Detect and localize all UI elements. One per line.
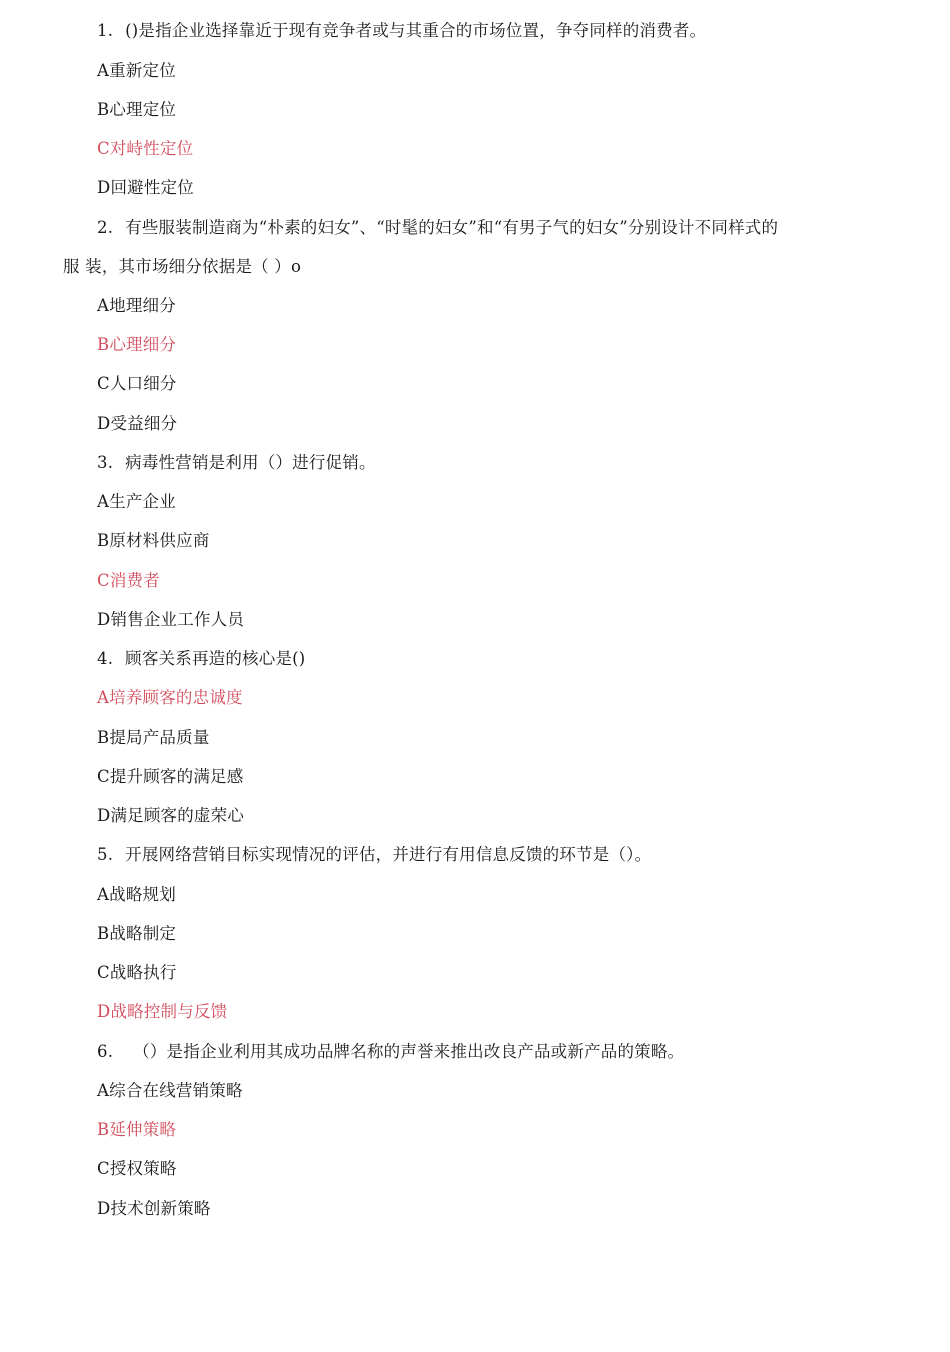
option-letter: D	[97, 1199, 111, 1218]
option-letter: C	[97, 571, 110, 590]
option-letter: A	[97, 492, 110, 511]
option-letter: C	[97, 963, 110, 982]
question-6	[97, 1041, 684, 1063]
option-letter: B	[97, 1120, 110, 1139]
option-5a	[97, 884, 176, 906]
option-letter: B	[97, 924, 110, 943]
question-number: 6.	[97, 1042, 114, 1061]
option-text: 地理细分	[109, 296, 176, 315]
option-1a	[97, 60, 176, 82]
option-4c	[97, 766, 243, 788]
option-5b	[97, 923, 176, 945]
option-text: 提升顾客的满足感	[109, 767, 244, 786]
option-3d	[97, 609, 244, 631]
option-2c	[97, 373, 177, 395]
question-text: 开展网络营销目标实现情况的评估，并进行有用信息反馈的环节是（）。	[125, 845, 652, 864]
option-letter: D	[97, 414, 111, 433]
option-letter: B	[97, 728, 110, 747]
question-number: 3.	[97, 453, 114, 472]
option-letter: C	[97, 374, 110, 393]
question-text: 有些服装制造商为“朴素的妇女”、“时髦的妇女”和“有男子气的妇女”分别设计不同样式的	[125, 218, 779, 237]
option-4a-correct	[97, 687, 243, 709]
option-text: 满足顾客的虚荣心	[110, 806, 245, 825]
option-6d	[97, 1198, 211, 1220]
option-letter: C	[97, 767, 110, 786]
question-number: 5.	[97, 845, 114, 864]
option-letter: B	[97, 100, 110, 119]
option-letter: A	[97, 296, 110, 315]
option-text: 生产企业	[109, 492, 176, 511]
option-text: 重新定位	[109, 61, 176, 80]
option-2b-correct	[97, 334, 176, 356]
question-text: （）是指企业利用其成功品牌名称的声誉来推出改良产品或新产品的策略。	[133, 1042, 685, 1061]
option-6a	[97, 1080, 243, 1102]
option-text: 提局产品质量	[109, 728, 210, 747]
option-letter: C	[97, 1159, 110, 1178]
option-1d	[97, 177, 194, 199]
option-text: 技术创新策略	[110, 1199, 211, 1218]
option-4d	[97, 805, 244, 827]
option-text: 消费者	[109, 571, 160, 590]
option-text: 战略执行	[109, 963, 177, 982]
option-3b	[97, 530, 210, 552]
question-text: 顾客关系再造的核心是()	[125, 649, 306, 668]
question-1	[97, 20, 706, 42]
option-4b	[97, 727, 210, 749]
option-text: 授权策略	[109, 1159, 177, 1178]
option-text: 原材料供应商	[109, 531, 210, 550]
option-2d	[97, 413, 177, 435]
option-5c	[97, 962, 177, 984]
question-2-continuation: 服 装，其市场细分依据是（ ）o	[63, 257, 302, 276]
option-text: 战略制定	[109, 924, 177, 943]
question-5	[97, 844, 651, 866]
option-letter: D	[97, 806, 111, 825]
question-text: 病毒性营销是利用（）进行促销。	[125, 453, 376, 472]
question-number: 2.	[97, 218, 114, 237]
option-text: 综合在线营销策略	[109, 1081, 243, 1100]
option-letter: B	[97, 531, 110, 550]
option-text: 人口细分	[109, 374, 177, 393]
option-text: 战略控制与反馈	[110, 1002, 228, 1021]
option-letter: A	[97, 1081, 110, 1100]
option-text: 销售企业工作人员	[110, 610, 245, 629]
option-1c-correct	[97, 138, 193, 160]
option-text: 对峙性定位	[109, 139, 194, 158]
option-letter: C	[97, 139, 110, 158]
option-letter: D	[97, 178, 111, 197]
option-letter: D	[97, 610, 111, 629]
option-1b	[97, 99, 176, 121]
option-text: 受益细分	[110, 414, 178, 433]
option-letter: A	[97, 61, 110, 80]
option-6c	[97, 1158, 177, 1180]
option-text: 延伸策略	[109, 1120, 177, 1139]
question-2	[97, 217, 778, 239]
question-4	[97, 648, 305, 670]
question-text: ()是指企业选择靠近于现有竞争者或与其重合的市场位置，争夺同样的消费者。	[125, 21, 707, 40]
option-text: 战略规划	[109, 885, 176, 904]
option-letter: A	[97, 688, 110, 707]
option-letter: A	[97, 885, 110, 904]
option-letter: D	[97, 1002, 111, 1021]
question-number: 1.	[97, 21, 114, 40]
question-3	[97, 452, 376, 474]
option-text: 心理细分	[109, 335, 177, 354]
option-3a	[97, 491, 176, 513]
option-text: 回避性定位	[110, 178, 194, 197]
option-text: 培养顾客的忠诚度	[109, 688, 243, 707]
option-3c-correct	[97, 570, 160, 592]
option-5d-correct	[97, 1001, 227, 1023]
question-number: 4.	[97, 649, 114, 668]
option-2a	[97, 295, 176, 317]
option-6b-correct	[97, 1119, 176, 1141]
option-letter: B	[97, 335, 110, 354]
option-text: 心理定位	[109, 100, 177, 119]
